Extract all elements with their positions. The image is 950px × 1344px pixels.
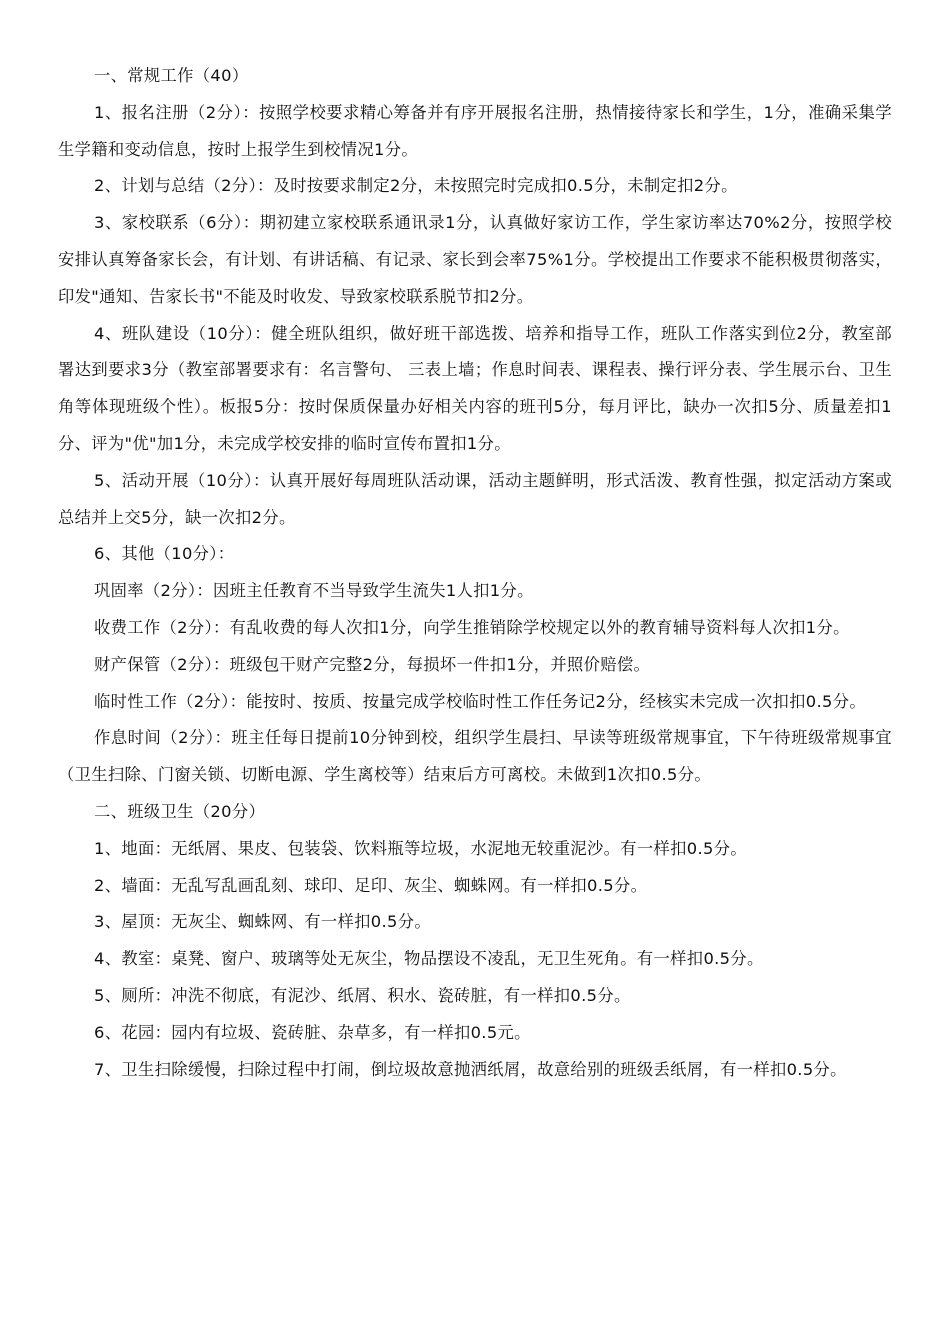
- paragraph-garden: 6、花园：园内有垃圾、瓷砖脏、杂草多，有一样扣0.5元。: [94, 1022, 531, 1042]
- paragraph-temporary-work: 临时性工作（2分）：能按时、按质、按量完成学校临时性工作任务记2分，经核实未完成一次扣扣0.5分。: [94, 691, 866, 711]
- section-heading-routine-work: 一、常规工作（40）: [94, 66, 249, 85]
- paragraph-floor: 1、地面：无纸屑、果皮、包装袋、饮料瓶等垃圾，水泥地无较重泥沙。有一样扣0.5分。: [94, 838, 748, 858]
- paragraph-home-school-contact: 3、家校联系（6分）：期初建立家校联系通讯录1分，认真做好家访工作，学生家访率达70%2分，按照学校安排认真筹备家长会，有计划、有讲话稿、有记录、家长到会率75%1分。学校提出工作要求不能积极贯彻落实，印发"通知、告家长书"不能及时收发、导致家校联系脱节扣2分。: [58, 213, 892, 306]
- paragraph-property-custody: 财产保管（2分）：班级包干财产完整2分，每损坏一件扣1分，并照价赔偿。: [94, 654, 651, 674]
- paragraph-cleaning-behavior: 7、卫生扫除缓慢，扫除过程中打闹，倒垃圾故意抛洒纸屑，故意给别的班级丢纸屑，有一样扣0.5分。: [94, 1059, 847, 1079]
- paragraph-walls: 2、墙面：无乱写乱画乱刻、球印、足印、灰尘、蜘蛛网。有一样扣0.5分。: [94, 875, 648, 895]
- section-heading-class-hygiene: 二、班级卫生（20分）: [94, 801, 266, 821]
- paragraph-schedule: 作息时间（2分）：班主任每日提前10分钟到校，组织学生晨扫、早读等班级常规事宜，下午待班级常规事宜（卫生扫除、门窗关锁、切断电源、学生离校等）结束后方可离校。未做到1次扣0.5分。: [58, 728, 892, 785]
- paragraph-retention-rate: 巩固率（2分）：因班主任教育不当导致学生流失1人扣1分。: [94, 581, 534, 601]
- paragraph-plan-summary: 2、计划与总结（2分）：及时按要求制定2分，未按照完时完成扣0.5分，未制定扣2分。: [94, 176, 738, 196]
- document-body: [58, 58, 892, 1088]
- paragraph-toilet: 5、厕所：冲洗不彻底，有泥沙、纸屑、积水、瓷砖脏，有一样扣0.5分。: [94, 985, 631, 1005]
- paragraph-other: 6、其他（10分）：: [94, 544, 235, 564]
- paragraph-activities: 5、活动开展（10分）：认真开展好每周班队活动课，活动主题鲜明，形式活泼、教育性强，拟定活动方案或总结并上交5分，缺一次扣2分。: [58, 470, 892, 527]
- paragraph-classroom: 4、教室：桌凳、窗户、玻璃等处无灰尘，物品摆设不凌乱，无卫生死角。有一样扣0.5分。: [94, 949, 764, 969]
- paragraph-ceiling: 3、屋顶：无灰尘、蜘蛛网、有一样扣0.5分。: [94, 912, 432, 932]
- paragraph-class-team-building: 4、班队建设（10分）：健全班队组织，做好班干部选拨、培养和指导工作，班队工作落实到位2分，教室部署达到要求3分（教室部署要求有：名言警句、 三表上墙；作息时间表、课程表、操行评分表、学生展示台、卫生角等体现班级个性）。板报5分：按时保质保量办好相关内容的班刊5分，每月评比，缺办一次扣5分、质量差扣1分、评为"优"加1分，未完成学校安排的临时宣传布置扣1分。: [58, 323, 892, 453]
- paragraph-fee-work: 收费工作（2分）：有乱收费的每人次扣1分，向学生推销除学校规定以外的教育辅导资料每人次扣1分。: [94, 617, 850, 637]
- paragraph-registration: 1、报名注册（2分）：按照学校要求精心筹备并有序开展报名注册，热情接待家长和学生，1分，准确采集学生学籍和变动信息，按时上报学生到校情况1分。: [58, 102, 892, 159]
